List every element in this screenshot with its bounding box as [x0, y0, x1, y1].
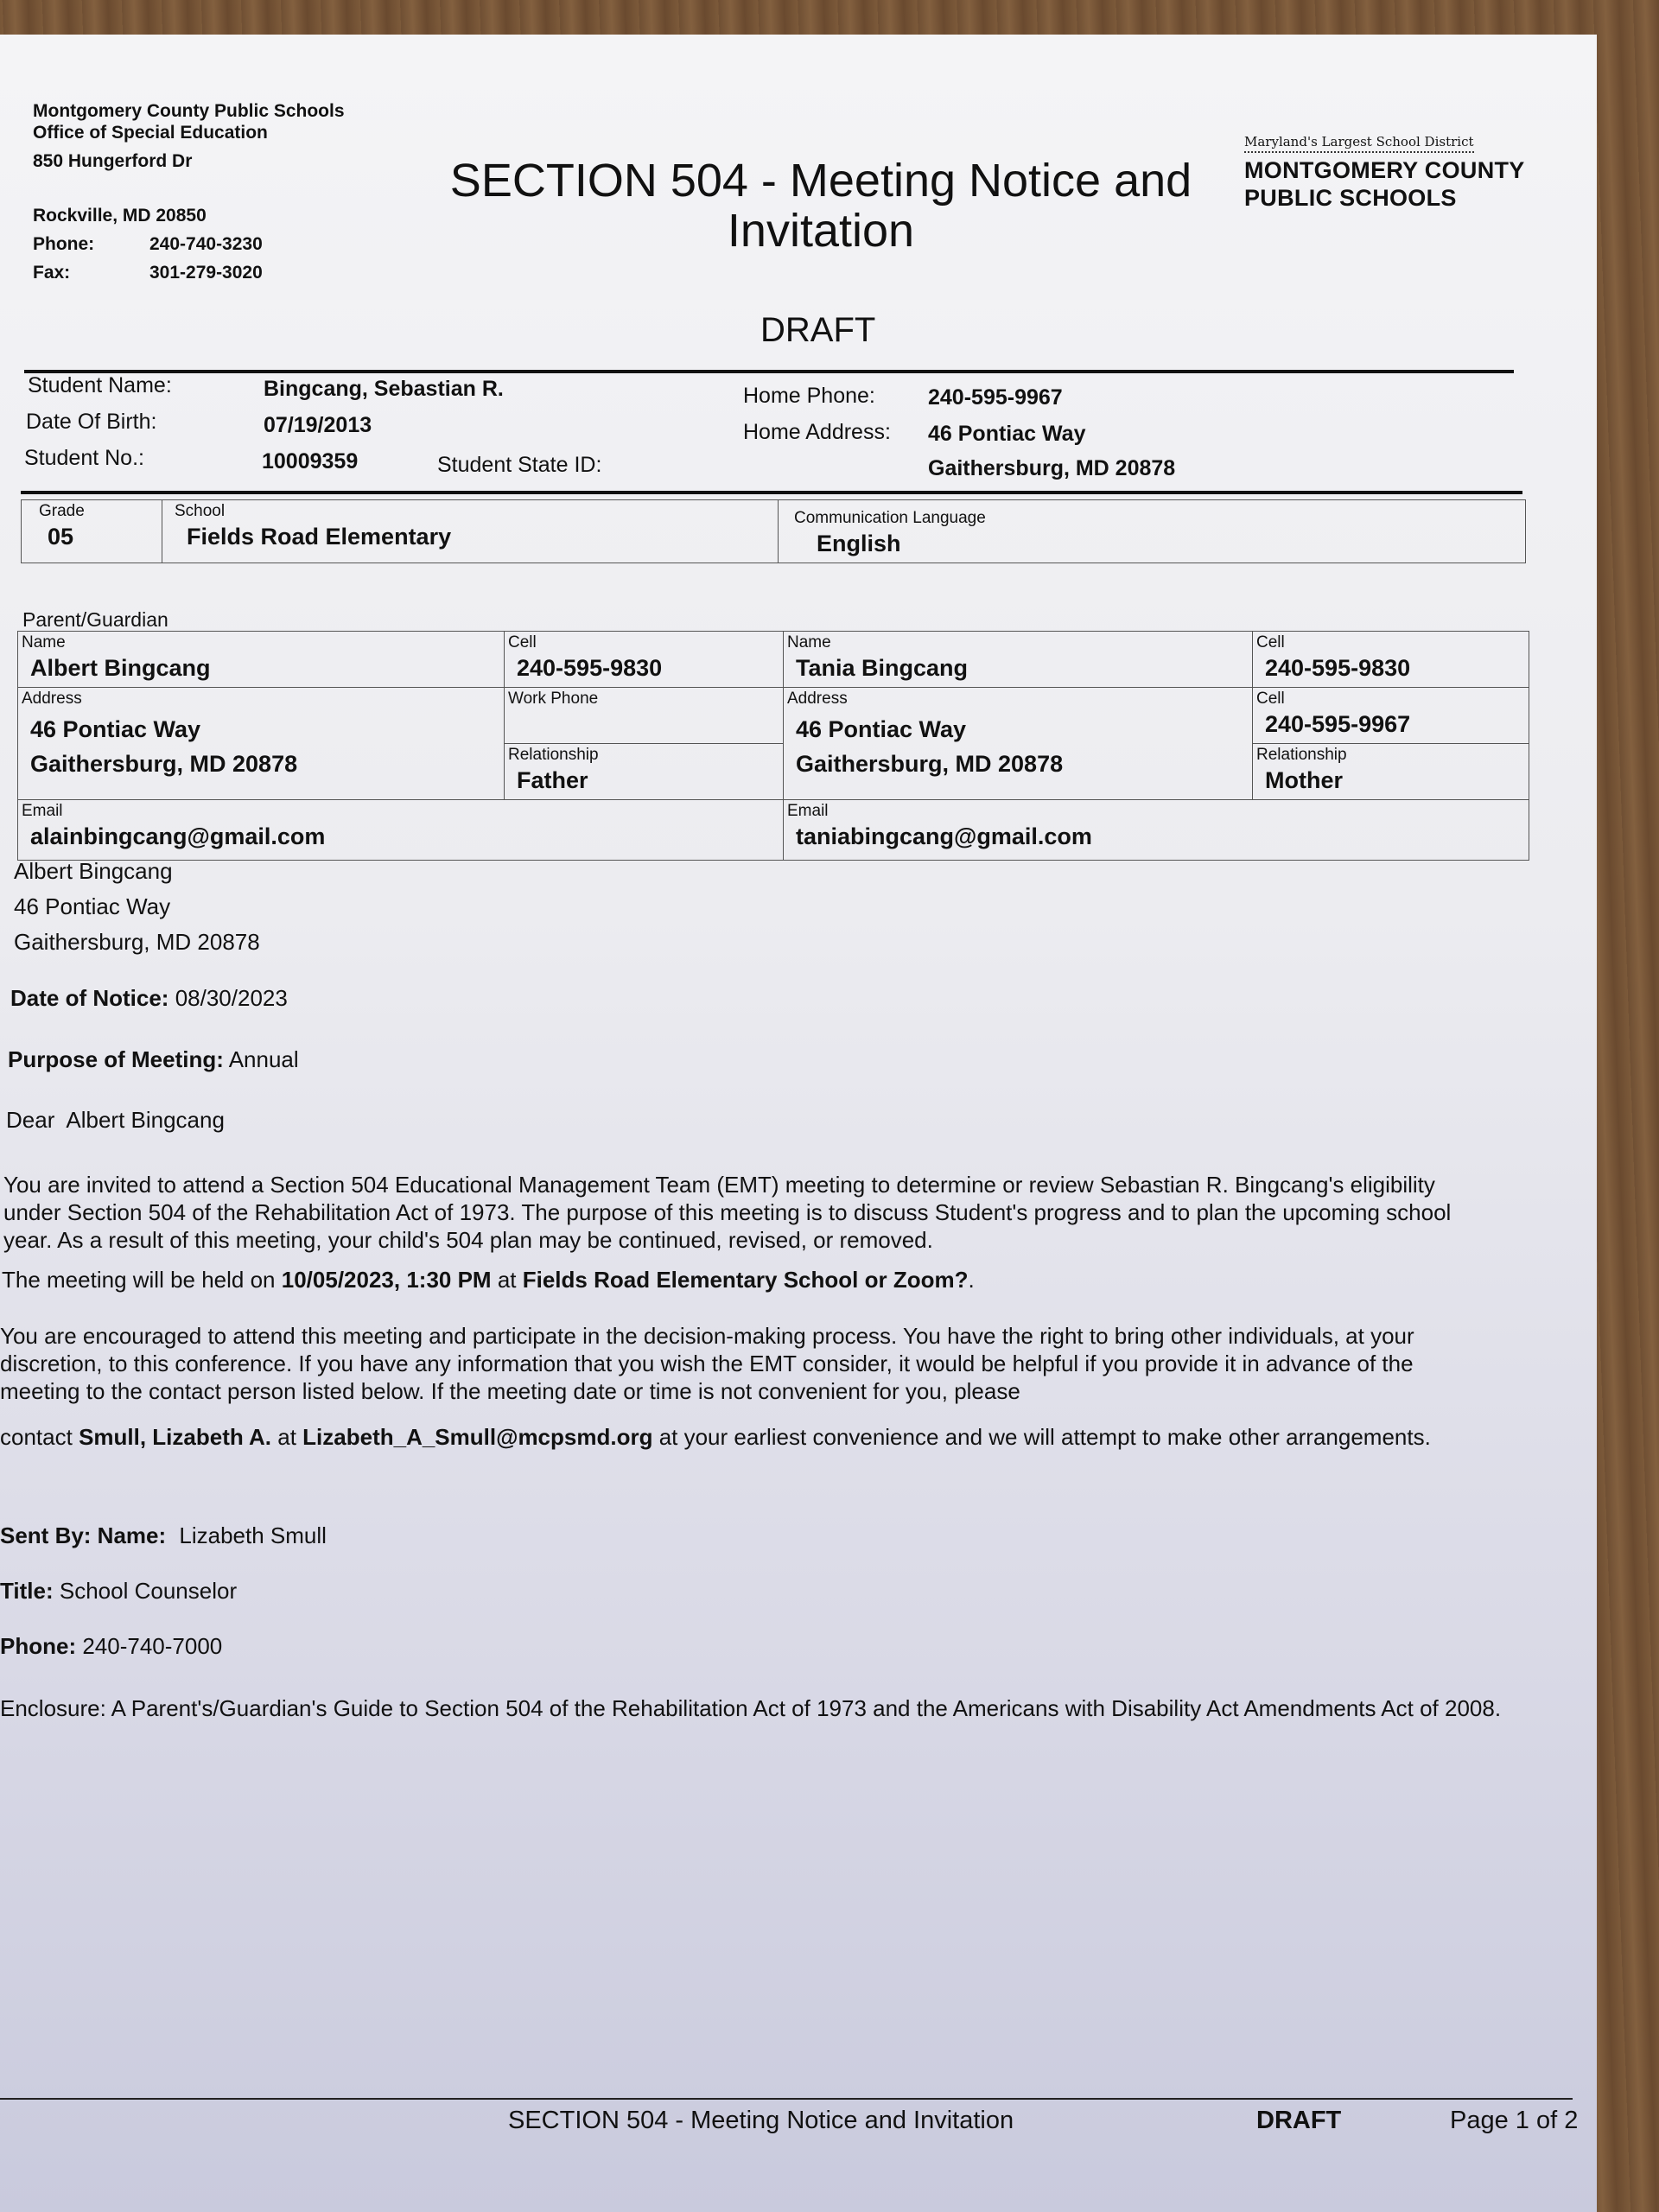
contact-suffix: at your earliest convenience and we will attempt to make other arrangements.: [652, 1424, 1431, 1450]
student-no: 10009359: [262, 449, 359, 474]
g2-name: Tania Bingcang: [796, 655, 969, 681]
date-of-notice: [10, 985, 288, 1012]
sender-phone-value: 240-740-7000: [82, 1633, 223, 1659]
contact-paragraph: [0, 1419, 1434, 1455]
parent-guardian-heading: Parent/Guardian: [22, 608, 168, 631]
language-cell: [779, 500, 1526, 563]
g2-cell-cell: [1253, 632, 1529, 688]
g2-cell-label: Cell: [1256, 633, 1285, 652]
header-divider: [24, 370, 1514, 373]
sender-block: [33, 97, 345, 287]
school-table: [21, 499, 1526, 563]
school-value: Fields Road Elementary: [187, 524, 452, 550]
contact-at: at: [271, 1424, 303, 1450]
meeting-place: Fields Road Elementary School or Zoom?: [522, 1267, 969, 1293]
g1-relationship: Father: [517, 767, 588, 793]
office-street: 850 Hungerford Dr: [33, 151, 193, 171]
student-no-label: Student No.:: [24, 446, 144, 470]
mcps-logo: [1244, 134, 1525, 211]
draft-status: DRAFT: [760, 311, 876, 349]
g2-cell2-cell: [1253, 688, 1529, 744]
fax-label: Fax:: [33, 263, 71, 283]
g1-name-label: Name: [22, 633, 66, 652]
purpose-value: Annual: [228, 1046, 299, 1072]
footer-page-number: Page 1 of 2: [1450, 2107, 1579, 2134]
paragraph-encouragement: You are encouraged to attend this meeting and participate in the decision-making process. You have the right to bring other individuals, at your discretion, to this conference. If you have any information that you wish the EMT consider, it would be helpful if you provide it in advance of the meeting to the contact person listed below. If the meeting date or time is not convenient for you, please: [0, 1323, 1414, 1404]
grade-cell: [22, 500, 162, 563]
g2-cell2-label: Cell: [1256, 690, 1285, 708]
g2-relationship-label: Relationship: [1256, 746, 1347, 764]
footer-divider: [0, 2098, 1573, 2100]
g1-email: alainbingcang@gmail.com: [30, 823, 326, 849]
recipient-line-2: Gaithersburg, MD 20878: [14, 929, 260, 955]
g1-email-cell: [18, 800, 784, 861]
g1-cell: 240-595-9830: [517, 655, 663, 681]
g1-relationship-cell: [505, 744, 784, 800]
footer-draft: DRAFT: [1256, 2107, 1342, 2134]
office-name: Office of Special Education: [33, 123, 268, 143]
logo-tagline: Maryland's Largest School District: [1244, 134, 1474, 153]
date-of-notice-label: Date of Notice:: [10, 985, 169, 1011]
g2-cell2: 240-595-9967: [1265, 711, 1411, 737]
office-phone: 240-740-3230: [149, 234, 263, 254]
g1-address-label: Address: [22, 690, 82, 708]
salutation: Dear Albert Bingcang: [6, 1107, 225, 1133]
recipient-line-1: 46 Pontiac Way: [14, 893, 171, 919]
grade-value: 05: [48, 524, 74, 550]
g1-name: Albert Bingcang: [30, 655, 211, 681]
g2-name-cell: [784, 632, 1253, 688]
sender-title-value: School Counselor: [59, 1578, 238, 1604]
dob-label: Date Of Birth:: [26, 410, 157, 434]
contact-email[interactable]: Lizabeth_A_Smull@mcpsmd.org: [302, 1424, 653, 1450]
date-of-notice-value: 08/30/2023: [175, 985, 288, 1011]
sent-by: [0, 1522, 327, 1549]
document-page: [0, 35, 1597, 2212]
g1-email-label: Email: [22, 802, 63, 820]
sent-by-label: Sent By: Name:: [0, 1522, 167, 1548]
g1-relationship-label: Relationship: [508, 746, 599, 764]
meeting-details: [2, 1267, 975, 1294]
student-dob: 07/19/2013: [264, 413, 372, 437]
phone-label: Phone:: [33, 234, 95, 254]
g2-address-cell: [784, 688, 1253, 800]
contact-prefix: contact: [0, 1424, 79, 1450]
sent-by-name: Lizabeth Smull: [179, 1522, 327, 1548]
g2-email-cell: [784, 800, 1529, 861]
meeting-suffix: .: [968, 1267, 975, 1293]
sender-phone: [0, 1633, 222, 1660]
g2-cell: 240-595-9830: [1265, 655, 1411, 681]
g1-address-line-1: 46 Pontiac Way: [30, 716, 201, 742]
meeting-prefix: The meeting will be held on: [2, 1267, 282, 1293]
logo-name-line-2: PUBLIC SCHOOLS: [1244, 185, 1457, 211]
guardian-table: [17, 631, 1529, 861]
language-label: Communication Language: [794, 509, 986, 527]
state-id-label: Student State ID:: [437, 453, 602, 477]
purpose-label: Purpose of Meeting:: [8, 1046, 224, 1072]
recipient-name: Albert Bingcang: [14, 858, 173, 884]
contact-name: Smull, Lizabeth A.: [79, 1424, 272, 1450]
org-name: Montgomery County Public Schools: [33, 101, 345, 121]
g2-address-label: Address: [787, 690, 848, 708]
g2-address-line-1: 46 Pontiac Way: [796, 716, 967, 742]
purpose-of-meeting: [8, 1046, 299, 1073]
g1-address-line-2: Gaithersburg, MD 20878: [30, 751, 298, 777]
sender-title-label: Title:: [0, 1578, 54, 1604]
g1-cell-cell: [505, 632, 784, 688]
home-address-label: Home Address:: [743, 420, 891, 444]
student-divider: [21, 491, 1522, 494]
home-address-line-2: Gaithersburg, MD 20878: [928, 456, 1176, 480]
title-line-1: SECTION 504 - Meeting Notice and: [449, 155, 1192, 207]
g1-address-cell: [18, 688, 505, 800]
logo-name-line-1: MONTGOMERY COUNTY: [1244, 157, 1525, 183]
g2-email-label: Email: [787, 802, 829, 820]
office-city: Rockville, MD 20850: [33, 206, 207, 226]
g2-name-label: Name: [787, 633, 831, 652]
home-phone-label: Home Phone:: [743, 384, 875, 408]
home-phone: 240-595-9967: [928, 385, 1063, 410]
document-title: [423, 156, 1218, 256]
school-cell: [162, 500, 779, 563]
recipient-address: [14, 854, 260, 960]
sender-title: [0, 1578, 237, 1605]
student-name-label: Student Name:: [28, 373, 172, 397]
g1-work-phone-cell: [505, 688, 784, 744]
g2-address-line-2: Gaithersburg, MD 20878: [796, 751, 1064, 777]
g2-relationship-cell: [1253, 744, 1529, 800]
g2-email: taniabingcang@gmail.com: [796, 823, 1092, 849]
home-address-line-1: 46 Pontiac Way: [928, 422, 1086, 446]
g1-name-cell: [18, 632, 505, 688]
paragraph-invitation: You are invited to attend a Section 504 Educational Management Team (EMT) meeting to determine or review Sebastian R. Bingcang's eligibility under Section 504 of the Rehabilitation Act of 1973. The purpose of this meeting is to discuss Student's progress and to plan the upcoming school year. As a result of this meeting, your child's 504 plan may be continued, revised, or removed.: [3, 1172, 1452, 1253]
office-fax: 301-279-3020: [149, 263, 263, 283]
meeting-at: at: [491, 1267, 523, 1293]
g1-cell-label: Cell: [508, 633, 537, 652]
footer-title: SECTION 504 - Meeting Notice and Invitation: [508, 2107, 1014, 2134]
title-line-2: Invitation: [727, 205, 915, 257]
sender-phone-label: Phone:: [0, 1633, 77, 1659]
student-name: Bingcang, Sebastian R.: [264, 377, 504, 401]
meeting-datetime: 10/05/2023, 1:30 PM: [281, 1267, 492, 1293]
school-label: School: [175, 502, 226, 520]
enclosure-note: Enclosure: A Parent's/Guardian's Guide to Section 504 of the Rehabilitation Act of 1973 and the Americans with Disability Act Amendments Act of 2008.: [0, 1695, 1502, 1721]
grade-label: Grade: [39, 502, 85, 520]
g2-relationship: Mother: [1265, 767, 1343, 793]
language-value: English: [817, 531, 901, 556]
g1-work-phone-label: Work Phone: [508, 690, 599, 708]
